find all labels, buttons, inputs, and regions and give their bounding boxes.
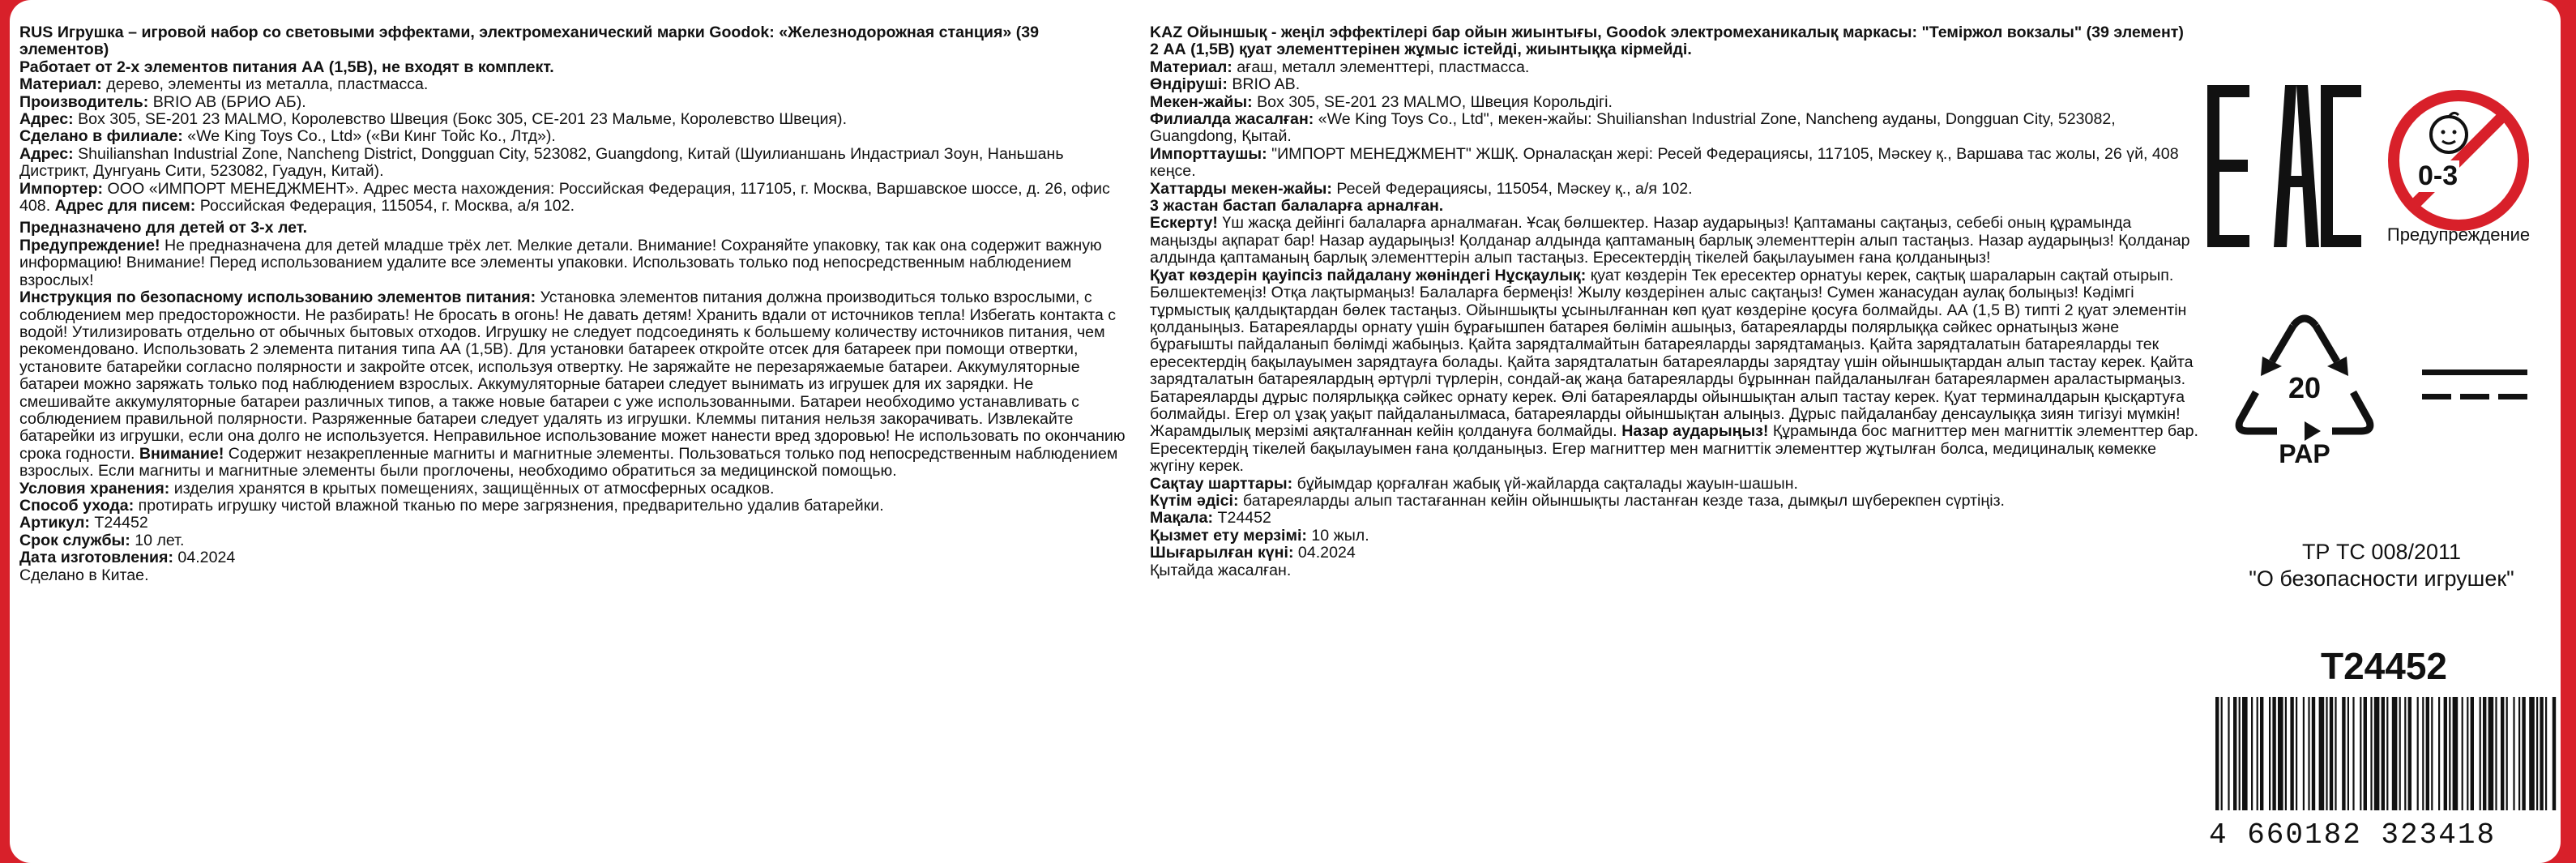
rus-age: Предназначено для детей от 3-х лет.	[19, 219, 308, 237]
kaz-mail-address: Хаттарды мекен-жайы: Ресей Федерациясы, 115054, Мәскеу қ., а/я 102.	[1150, 179, 1693, 198]
kaz-importer: Импорттаушы: "ИМПОРТ МЕНЕДЖМЕНТ" ЖШҚ. Орналасқан жері: Ресей Федерациясы, 117105, Мәскеу қ., Варшава тас жолы, 26 үй, 408 кеңсе.	[1150, 144, 2179, 181]
rus-address: Адрес: Box 305, SE-201 23 MALMO, Королевство Швеция (Бокс 305, СЕ-201 23 Мальме, Королевство Швеция).	[19, 110, 848, 129]
kaz-power: 2 АА (1,5В) қуат элементтерінен жұмыс істейді, жиынтыққа кірмейді.	[1150, 41, 1692, 59]
barcode-icon	[2209, 697, 2559, 822]
rus-battery-instructions: Инструкция по безопасному использованию элементов питания: Установка элементов питания должна производиться только взрослыми, с соблюдением мер предосторожности. Не разбирать! Не бросать в огонь! Не давать детям! Хранить вдали от источников тепла! Избегать контакта с водой! Утилизировать отдельно от обычных бытовых отходов. Игрушку не следует подсоединять к большему количеству источников питания, чем рекомендовано. Использовать 2 элемента питания типа АА (1,5В). Для установки батареек откройте отсек для батареек при помощи отвертки, установите батарейки согласно полярности и закройте отсек, используя отвертку. Не заряжайте не перезаряжаемые батареи. Аккумуляторные батареи можно заряжать только под наблюдением взрослых. Аккумуляторные батареи следует вынимать из игрушек для их зарядки. Не смешивайте аккумуляторные батареи различных типов, а также новые батареи с уже использованными. Батареи необходимо устанавливать с соблюдением правильной полярности. Разряженные батареи следует удалять из игрушки. Клеммы питания нельзя закорачивать. Извлекайте батарейки из игрушки, если она долго не используется. Неправильное использование может нанести вред здоровью! Не использовать по окончанию срока годности. Внимание! Содержит незакрепленные магниты и магнитные элементы. Пользоваться только под непосредственным наблюдением взрослых. Если магниты и магнитные элементы были проглочены, необходимо обратиться за медицинской помощью.	[19, 288, 1126, 481]
kaz-age: 3 жастан бастап балаларға арналған.	[1150, 197, 1444, 216]
dashed-lines-icon	[2422, 365, 2527, 409]
kaz-lifetime: Қызмет ету мерзімі: 10 жыл.	[1150, 526, 1369, 545]
kaz-date: Шығарылған күні: 04.2024	[1150, 544, 1356, 562]
rus-article: Артикул: T24452	[19, 514, 148, 532]
recycle-icon	[2224, 308, 2386, 470]
kaz-manufacturer: Өндіруші: BRIO AB.	[1150, 75, 1301, 94]
rus-importer: Импортер: ООО «ИМПОРТ МЕНЕДЖМЕНТ». Адрес места нахождения: Российская Федерация, 117105, г. Москва, Варшавское шоссе, д. 26, офис 408. Адрес для писем: Российская Федерация, 115054, г. Москва, а/я 102.	[19, 179, 1110, 216]
kaz-warning: Ескерту! Үш жасқа дейінгі балаларға арналмаған. Ұсақ бөлшектер. Назар аударыңыз! Қаптаманы сақтаңыз, себебі оның құрамында маңызды ақпарат бар! Назар аударыңыз! Қолданар алдында қаптаманың барлық элементтерін алып тастаңыз. Назар аударыңыз! Қолданар алдында қаптаманың барлық элементтерін алып тастаңыз. Ересектердің тікелей бақылауымен ғана қолданыңыз!	[1150, 214, 2190, 267]
marks-panel	[2207, 0, 2561, 863]
article-number: T24452	[2320, 645, 2447, 687]
rus-title: RUS Игрушка – игровой набор со световыми эффектами, электромеханический марки Goodok: «Железнодорожная станция» (39 элементов)	[19, 23, 1040, 59]
warning-caption: Предупреждение	[2386, 224, 2531, 245]
kaz-care: Күтім әдісі: батареяларды алып тастағаннан кейін ойыншықты ластанған кезде таза, дымқыл шүберекпен сүртіңіз.	[1150, 491, 2005, 510]
kaz-made-in: Қытайда жасалған.	[1150, 561, 1292, 579]
age-range-text: 0-3	[2418, 160, 2459, 191]
rus-care: Способ ухода: протирать игрушку чистой влажной тканью по мере загрязнения, предварительно удалив батарейки.	[19, 496, 884, 515]
recycle-code: PAP	[2279, 439, 2330, 468]
rus-lifetime: Срок службы: 10 лет.	[19, 531, 185, 549]
kaz-branch: Филиалда жасалған: «We King Toys Co., Ltd", мекен-жайы: Shuilianshan Industrial Zone, Nancheng ауданы, Dongguan City, 523082, Guangdong, Қытай.	[1150, 110, 2116, 146]
kaz-article: Мақала: T24452	[1150, 509, 1271, 528]
kaz-title: KAZ Ойыншық - жеңіл эффектілері бар ойын жиынтығы, Goodok электромеханикалық маркасы: "Теміржол вокзалы" (39 элемент)	[1150, 23, 2184, 41]
standard-reference	[2183, 539, 2561, 592]
kaz-storage: Сақтау шарттары: бұйымдар қорғалған жабық үй-жайларда сақталады жауын-шашын.	[1150, 474, 1798, 493]
standard-code: ТР ТС 008/2011	[2301, 540, 2462, 564]
barcode-digits: 4 660182 323418	[2209, 818, 2497, 852]
recycle-number: 20	[2288, 371, 2322, 404]
rus-manufacturer: Производитель: BRIO AB (БРИО АБ).	[19, 92, 306, 111]
kaz-material: Материал: ағаш, металл элементтері, пластмасса.	[1150, 58, 1530, 76]
rus-made-in: Сделано в Китае.	[19, 566, 149, 584]
kaz-address: Мекен-жайы: Box 305, SE-201 23 MALMO, Швеция Корольдігі.	[1150, 92, 1613, 111]
standard-title: "О безопасности игрушек"	[2249, 566, 2514, 591]
russian-text-column	[19, 24, 1126, 584]
eac-mark-icon	[2207, 85, 2361, 251]
rus-warning: Предупреждение! Не предназначена для детей младше трёх лет. Мелкие детали. Внимание! Сохраняйте упаковку, так как она содержит важную информацию! Внимание! Перед использованием удалите все элементы упаковки. Использовать только под непосредственным наблюдением взрослых!	[19, 236, 1102, 289]
rus-material: Материал: дерево, элементы из металла, пластмасса.	[19, 75, 429, 94]
product-label	[10, 0, 2561, 863]
rus-date: Дата изготовления: 04.2024	[19, 549, 236, 567]
kazakh-text-column	[1150, 24, 2203, 579]
rus-branch: Сделано в филиале: «We King Toys Co., Ltd» («Ви Кинг Тойс Ко., Лтд»).	[19, 127, 556, 146]
rus-branch-address: Адрес: Shuilianshan Industrial Zone, Nancheng District, Dongguan City, 523082, Guangdong, Китай (Шуилианшань Индастриал Зоун, Наньшань Дистрикт, Дунгуань Сити, 523082, Гуадун, Китай).	[19, 144, 1064, 181]
age-prohibition-icon	[2386, 88, 2531, 233]
rus-storage: Условия хранения: изделия хранятся в крытых помещениях, защищённых от атмосферных осадков.	[19, 479, 775, 498]
kaz-battery-instructions: Қуат көздерін қауіпсіз пайдалану жөніндегі Нұсқаулық: қуат көздерін Тек ересектер орнатуы керек, сақтық шараларын сақтай отырып. Бөлшектемеңіз! Отқа лақтырмаңыз! Балаларға бермеңіз! Жылу көздерінен алыс сақтаңыз! Сумен жанасудан аулақ болыңыз! Кәдімгі тұрмыстық қалдықтардан бөлек тастаңыз. Ойыншықты ұсынылғаннан көп қуат көздеріне қосуға болмайды. АА (1,5 В) типті 2 қуат элементін қолданыңыз. Батареяларды орнату үшін бұрағышпен батарея бөлімін ашыңыз, батареяларды полярлыққа сәйкес орнатыңыз және бұрағышты пайдаланып бөлімді жабыңыз. Қайта зарядталмайтын батареяларды зарядтамаңыз. Қайта зарядталатын батареяларды тек ересектердің бақылауымен зарядтауға болады. Қайта зарядталатын батареяларды зарядтау үшін ойыншықтардан алып тастау керек. Қайта зарядталатын батареялардың әртүрлі түрлерін, сондай-ақ жаңа батареяларды бұрыннан пайдаланылған батареялармен араластырмаңыз. Батареяларды дұрыс полярлыққа сәйкес орнату керек. Өлі батареяларды ойыншықтан алып тастау керек. Қуат терминалдарын қысқартуға болмайды. Егер ол ұзақ уақыт пайдаланылмаса, батареяларды ойыншықтан алыңыз. Дұрыс пайдаланбау денсаулыққа зиян тигізуі мүмкін! Жарамдылық мерзімі аяқталғаннан кейін қолдануға болмайды. Назар аударыңыз! Құрамында бос магниттер мен магниттік элементтер бар. Ересектердің тікелей бақылауымен ғана қолданыңыз. Егер магниттер мен магниттік элементтер жұтылған болса, медициналық көмекке жүгіну керек.	[1150, 266, 2198, 476]
rus-power: Работает от 2-х элементов питания АА (1,5В), не входят в комплект.	[19, 58, 554, 76]
